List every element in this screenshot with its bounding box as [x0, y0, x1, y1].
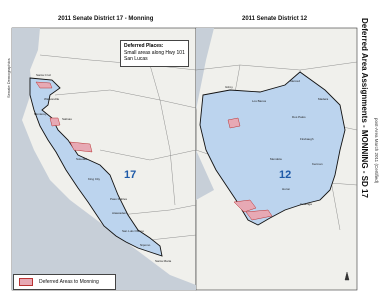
deferred-area-monterey	[50, 118, 60, 126]
callout-title: Deferred Places:	[124, 43, 164, 49]
side-subtitle: post-Area March 2011 (Certified)	[374, 118, 379, 184]
svg-text:San Luis Obispo: San Luis Obispo	[122, 229, 145, 233]
svg-text:Watsonville: Watsonville	[44, 97, 60, 101]
svg-text:Soledad: Soledad	[76, 157, 88, 161]
left-vertical-label: Senate Demographics	[6, 58, 11, 98]
right-map-title: 2011 Senate District 12	[242, 16, 308, 22]
callout-line: San Lucas	[124, 56, 148, 62]
svg-text:Salinas: Salinas	[62, 117, 72, 121]
svg-text:Paso Robles: Paso Robles	[110, 197, 128, 201]
callout-line: Small areas along Hwy 101	[124, 49, 185, 56]
svg-text:Santa Cruz: Santa Cruz	[36, 73, 52, 77]
legend-swatch	[19, 278, 33, 286]
svg-text:Mendota: Mendota	[270, 157, 282, 161]
svg-text:Gilroy: Gilroy	[225, 85, 233, 89]
svg-text:Nipomo: Nipomo	[140, 243, 151, 247]
district-number-17: 17	[124, 169, 137, 181]
side-title: Deferred Area Assignments - MONNING - SD 17	[360, 18, 369, 198]
legend	[13, 274, 116, 290]
svg-text:Los Banos: Los Banos	[252, 99, 267, 103]
svg-text:Huron: Huron	[282, 187, 291, 191]
svg-text:Firebaugh: Firebaugh	[300, 137, 314, 141]
svg-text:Santa Maria: Santa Maria	[155, 259, 172, 263]
left-map-title: 2011 Senate District 17 - Monning	[58, 16, 154, 22]
svg-text:Dos Palos: Dos Palos	[292, 115, 306, 119]
legend-label: Deferred Areas to Monning	[39, 279, 99, 285]
deferred-area-north	[228, 118, 240, 128]
deferred-places-callout	[120, 40, 189, 67]
svg-text:Coalinga: Coalinga	[300, 202, 312, 206]
svg-text:Merced: Merced	[290, 79, 301, 83]
svg-text:Madera: Madera	[318, 97, 329, 101]
svg-text:King City: King City	[88, 177, 101, 181]
svg-text:Monterey: Monterey	[34, 112, 47, 116]
svg-text:Kerman: Kerman	[312, 162, 323, 166]
svg-text:Atascadero: Atascadero	[112, 211, 128, 215]
district-number-12: 12	[279, 169, 292, 181]
